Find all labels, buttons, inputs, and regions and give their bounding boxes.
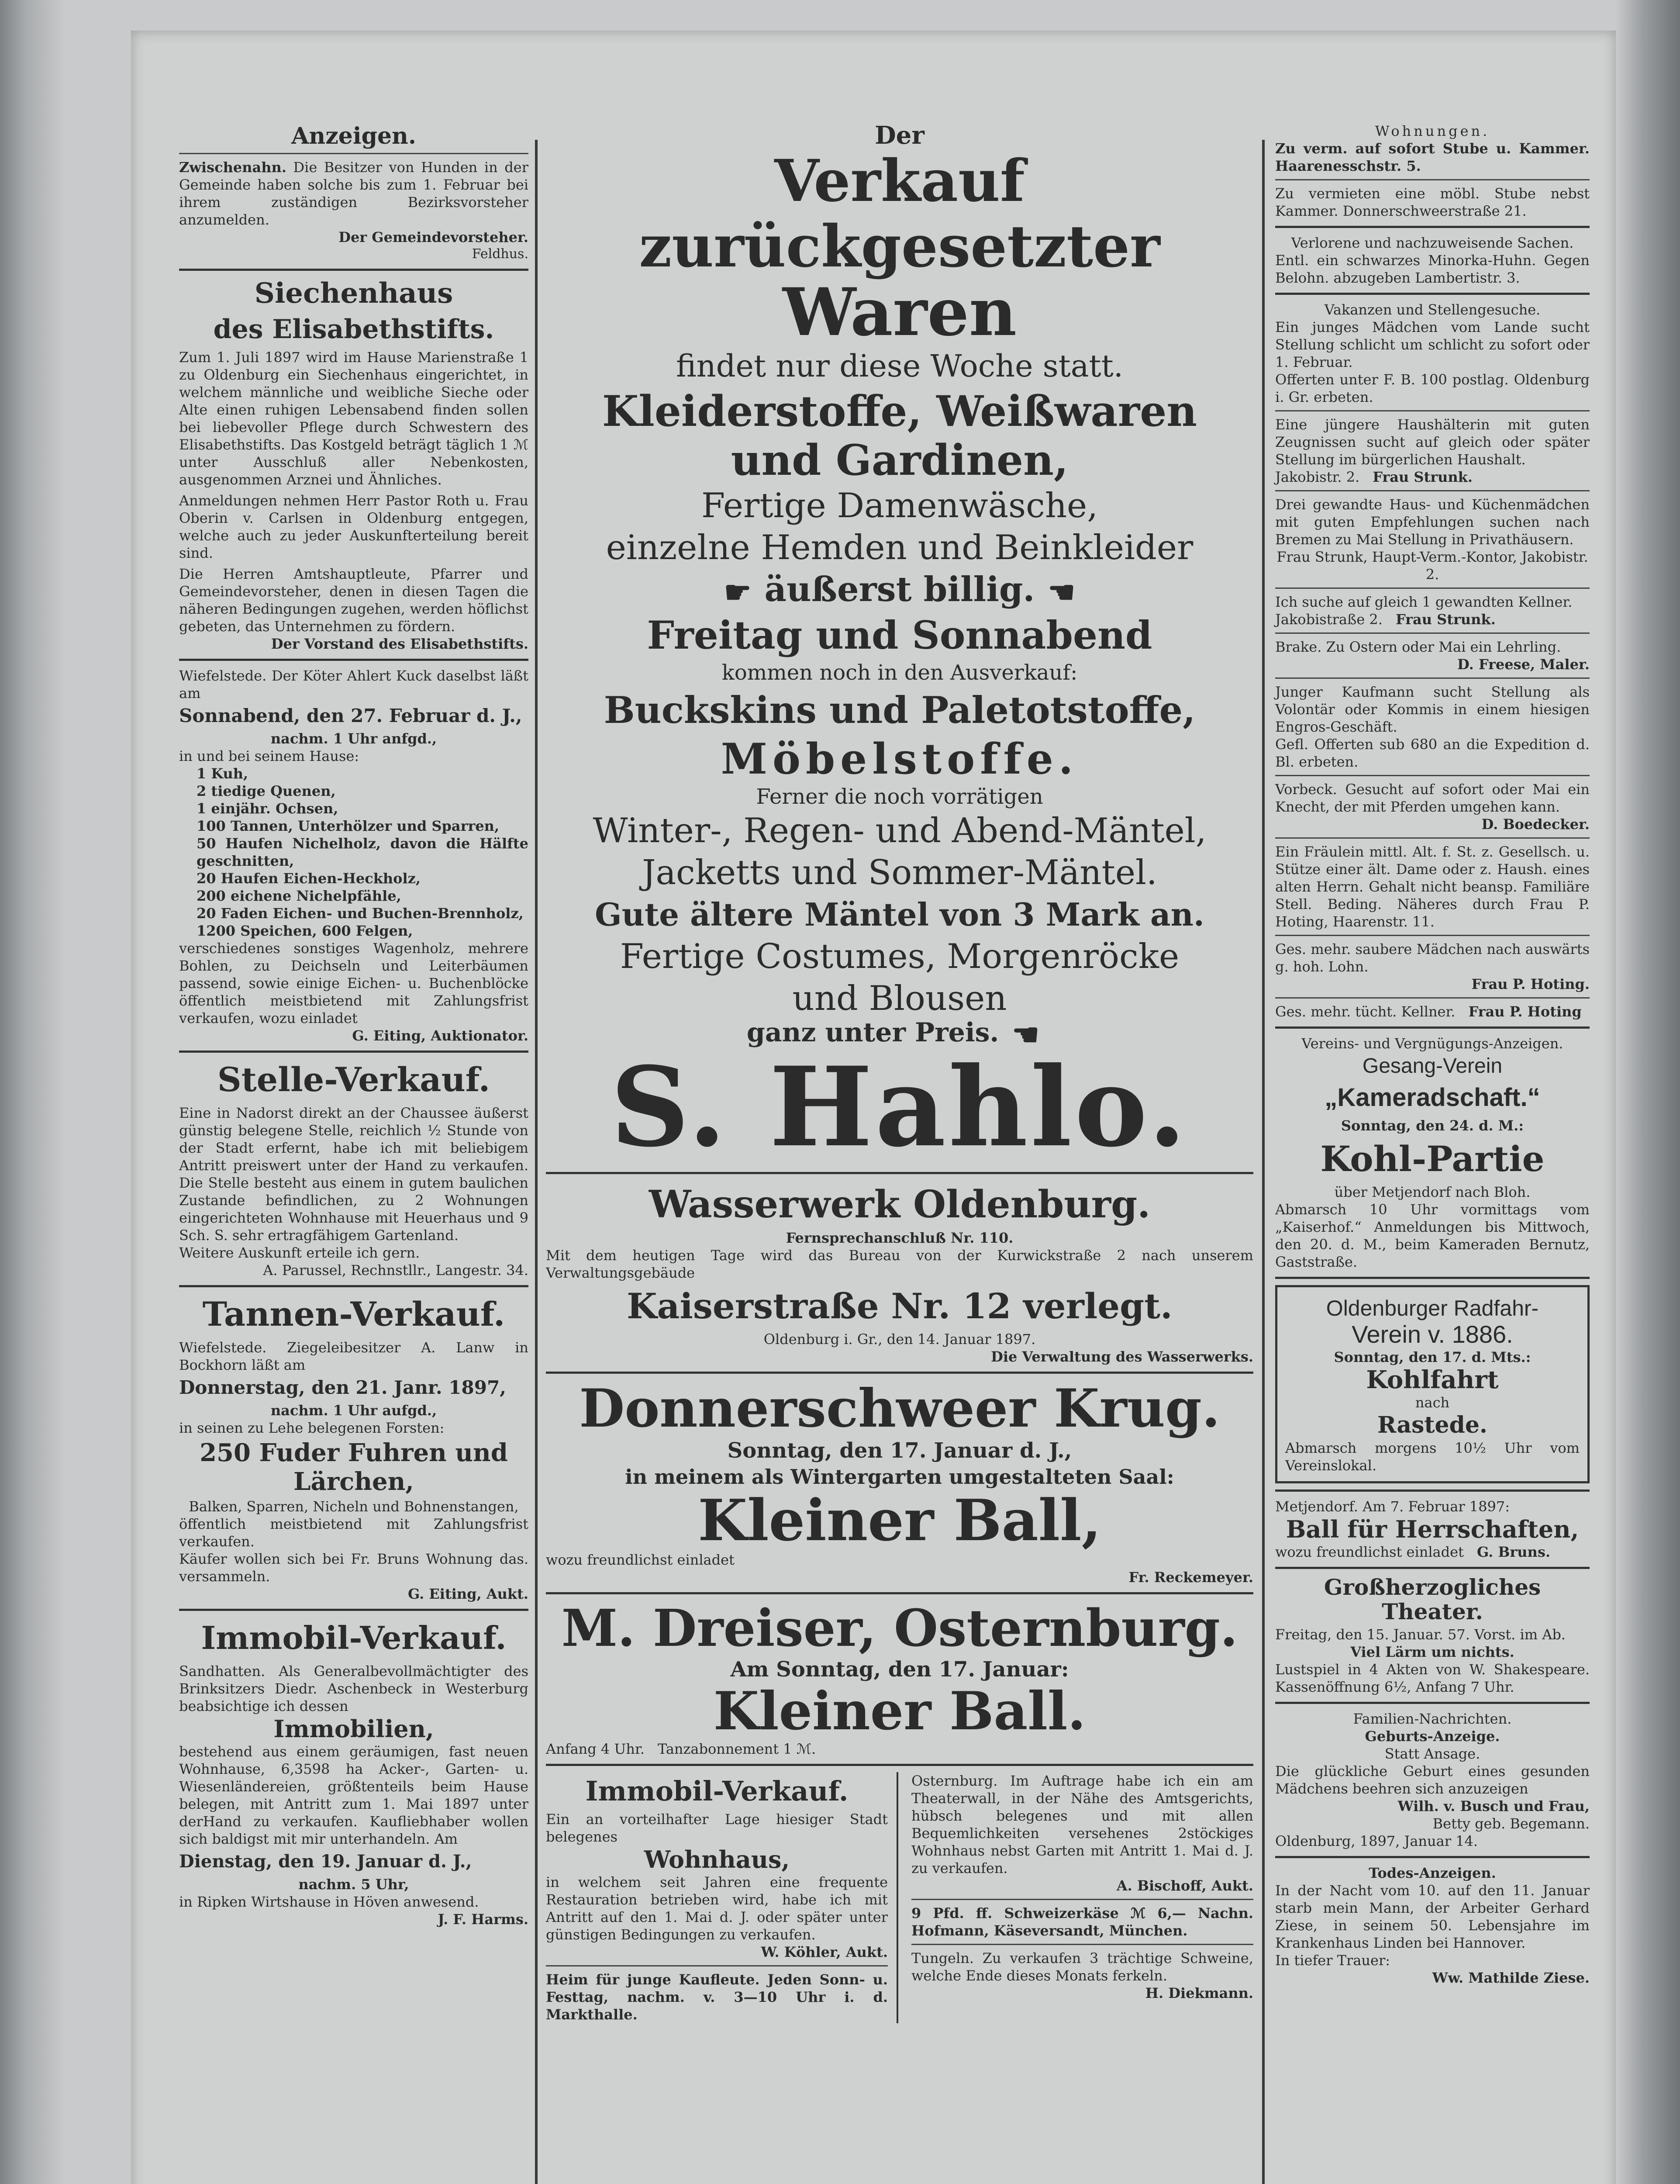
bottom-left-ads: [546, 1772, 898, 2023]
item-list: [179, 765, 528, 940]
ad-text: Sandhatten. Als Generalbevollmächtigter des Brinksitzers Diedr. Aschenbeck in Westerburg beabsichtige ich dessen: [179, 1663, 528, 1714]
ad-line: Gute ältere Mäntel von 3 Mark an.: [595, 896, 1204, 933]
ad-text: In tiefer Trauer:: [1275, 1952, 1390, 1969]
column-rule-right: [1262, 140, 1265, 2184]
middle-column: [546, 122, 1253, 2023]
ad-title: Stelle-Verkauf.: [217, 1060, 490, 1099]
ad-text: nach: [1415, 1394, 1450, 1411]
ad-text: Die glückliche Geburt eines gesunden Mädchens beehren sich anzuzeigen: [1275, 1763, 1590, 1797]
place: Zwischenahn.: [179, 159, 286, 176]
signature: D. Freese, Maler.: [1457, 656, 1590, 673]
ad-line: [546, 569, 1253, 611]
list-item: 1 einjähr. Ochsen,: [197, 800, 338, 817]
ad-text: Jakobistr. 2.: [1275, 469, 1360, 485]
list-item: 20 Faden Eichen- und Buchen-Brennholz,: [197, 905, 524, 922]
ad-text: Tungeln. Zu verkaufen 3 trächtige Schweine, welche Ende dieses Monats ferkeln.: [911, 1949, 1253, 1984]
right-column: [1275, 122, 1590, 1987]
ad-text: Anmeldungen nehmen Herr Pastor Roth u. Frau Oberin v. Carlsen in Oldenburg entgegen, welche auch zu jeder Auskunfterteilung bereit sind.: [179, 492, 528, 561]
signature: Der Gemeindevorsteher.: [338, 229, 528, 245]
auction-date: Sonnabend, den 27. Februar d. J.,: [179, 705, 522, 726]
ad-text: Osternburg. Im Auftrage habe ich ein am Theaterwall, in der Nähe des Amtsgerichts, hübsch belegenes und mit allen Bequemlichkeiten versehenes 2stöckiges Wohnhaus nebst Garten mit Antritt 1. Mai d. J. zu verkaufen.: [911, 1772, 1253, 1876]
ad-text: in welchem seit Jahren eine frequente Restauration betrieben wird, habe ich mit Antritt auf den 1. Mai d. J. oder später unter günstigen Bedingungen zu verkaufen.: [546, 1873, 888, 1943]
signature: Die Verwaltung des Wasserwerks.: [991, 1348, 1253, 1365]
divider: [1275, 935, 1590, 936]
section-heading: Verlorene und nachzuweisende Sachen.: [1291, 235, 1574, 251]
ad-text: 9 Pfd. ff. Schweizerkäse ℳ 6,— Nachn. Hofmann, Käseversandt, München.: [911, 1904, 1253, 1939]
divider: [911, 1944, 1253, 1945]
ad-text: Lustspiel in 4 Akten von W. Shakespeare. Kassenöffnung 6½, Anfang 7 Uhr.: [1275, 1661, 1590, 1695]
ad-highlight: Kohlfahrt: [1366, 1365, 1499, 1394]
ad-title: Großherzogliches Theater.: [1324, 1574, 1541, 1624]
section-heading: Wohnungen.: [1375, 123, 1490, 139]
divider: [179, 659, 528, 661]
signature: Frau Strunk.: [1395, 611, 1496, 628]
ad-highlight: 250 Fuder Fuhren und Lärchen,: [200, 1438, 508, 1496]
ad-subtitle: Wohnhaus,: [644, 1845, 790, 1873]
ad-title: Verein v. 1886.: [1352, 1320, 1513, 1348]
signature: A. Parussel, Rechnstllr., Langestr. 34.: [263, 1262, 528, 1279]
divider: [546, 1372, 1253, 1374]
divider: [179, 1051, 528, 1053]
divider: [179, 1609, 528, 1611]
ad-text: Brake. Zu Ostern oder Mai ein Lehrling.: [1275, 639, 1561, 655]
ad-title: Immobil-Verkauf.: [585, 1775, 849, 1807]
ad-text: Metjendorf. Am 7. Februar 1897:: [1275, 1498, 1510, 1515]
ad-zwischenahn: [179, 159, 528, 228]
ad-title: des Elisabethstifts.: [213, 314, 494, 345]
ad-text: Vorbeck. Gesucht auf sofort oder Mai ein Knecht, der mit Pferden umgehen kann.: [1275, 781, 1590, 815]
ad-highlight: Kleiner Ball.: [713, 1680, 1086, 1742]
ad-line-text: ganz unter Preis.: [746, 1017, 999, 1048]
ad-line-text: äußerst billig.: [764, 570, 1035, 609]
divider: [1275, 293, 1590, 295]
ad-line: Kleiderstoffe, Weißwaren: [602, 387, 1197, 436]
ad-text: in und bei seinem Hause:: [179, 748, 359, 764]
divider: [1275, 997, 1590, 999]
signature: G. Eiting, Auktionator.: [352, 1027, 528, 1044]
signature: Wilh. v. Busch und Frau,: [1397, 1798, 1590, 1814]
ad-text: Freitag, den 15. Januar. 57. Vorst. im Ab.: [1275, 1626, 1566, 1643]
divider: [546, 1592, 1253, 1594]
ad-text: Gefl. Offerten sub 680 an die Expedition d. Bl. erbeten.: [1275, 736, 1590, 770]
divider: [1275, 490, 1590, 491]
ad-text: Ges. mehr. tücht. Kellner.: [1275, 1003, 1456, 1020]
ad-line: findet nur diese Woche statt.: [676, 348, 1124, 384]
ad-line: und Blousen: [792, 979, 1007, 1018]
ad-text: Zu verm. auf sofort Stube u. Kammer. Haarenesschstr. 5.: [1275, 140, 1590, 174]
ad-box-radfahr: [1275, 1285, 1590, 1483]
ad-text: In der Nacht vom 10. auf den 11. Januar starb mein Mann, der Arbeiter Gerhard Ziese, in seinem 50. Lebensjahre im Krankenhaus Linden bei Hannover.: [1275, 1882, 1590, 1951]
advertiser-name: S. Hahlo.: [610, 1042, 1189, 1171]
ad-headline: Waren: [782, 274, 1017, 351]
ad-text: Die Besitzer von Hunden in der Gemeinde haben solche bis zum 1. Februar bei ihrem zuständigen Bezirksvorsteher anzumelden.: [179, 159, 529, 228]
auction-date: Donnerstag, den 21. Janr. 1897,: [179, 1377, 506, 1398]
ad-text: in Ripken Wirtshause in Höven anwesend.: [179, 1894, 479, 1910]
ad-date: Oldenburg i. Gr., den 14. Januar 1897.: [763, 1330, 1036, 1348]
ad-text: verschiedenes sonstiges Wagenholz, mehrere Bohlen, zu Deichseln und Leiterbäumen passend, sowie einige Eichen- u. Buchenblöcke öffentlich meistbietend mit Zahlungsfrist verkaufen, wozu einladet: [179, 940, 528, 1026]
left-column: [179, 122, 528, 1928]
ad-text: Die Herren Amtshauptleute, Pfarrer und Gemeindevorsteher, denen in diesen Tagen die näheren Bedingungen zugehen, werden höflichst gebeten, das Unternehmen zu fördern.: [179, 566, 528, 635]
ad-text: Ich suche auf gleich 1 gewandten Kellner.: [1275, 594, 1573, 610]
ad-text: Junger Kaufmann sucht Stellung als Volontär oder Kommis in einem hiesigen Engros-Geschäft.: [1275, 684, 1590, 735]
ad-title: „Kameradschaft.“: [1325, 1083, 1540, 1112]
signature: G. Eiting, Aukt.: [407, 1586, 528, 1602]
ad-date: Am Sonntag, den 17. Januar:: [730, 1657, 1069, 1682]
ad-text: Statt Ansage.: [1384, 1745, 1480, 1762]
ad-title: Oldenburger Radfahr-: [1326, 1296, 1539, 1320]
divider: [1275, 1567, 1590, 1569]
ad-date: Sonntag, den 17. Januar d. J.,: [727, 1438, 1072, 1463]
ad-text: Mit dem heutigen Tage wird das Bureau von der Kurwickstraße 2 nach unserem Verwaltungsgebäude: [546, 1247, 1253, 1281]
ad-line: Winter-, Regen- und Abend-Mäntel,: [593, 811, 1207, 850]
divider: [1275, 677, 1590, 679]
ad-text: Anfang 4 Uhr.: [546, 1740, 645, 1757]
signature: Ww. Mathilde Ziese.: [1432, 1970, 1590, 1986]
signature: A. Bischoff, Aukt.: [1116, 1877, 1253, 1894]
signature: J. F. Harms.: [438, 1911, 528, 1928]
divider: [1275, 226, 1590, 228]
ad-title: Geburts-Anzeige.: [1365, 1728, 1500, 1745]
ad-text: Ein junges Mädchen vom Lande sucht Stellung schlicht um schlicht zu sofort oder 1. Februar.: [1275, 319, 1590, 370]
list-item: 20 Haufen Eichen-Heckholz,: [197, 870, 421, 887]
list-item: 2 tiedige Quenen,: [197, 783, 336, 799]
signature: Frau P. Hoting.: [1471, 976, 1590, 992]
ad-title: Immobil-Verkauf.: [201, 1619, 507, 1656]
divider: [546, 1172, 1253, 1174]
ad-text: Drei gewandte Haus- und Küchenmädchen mit guten Empfehlungen suchen nach Bremen zu Mai Stellung in Privathäusern.: [1275, 496, 1590, 548]
ad-address: Kaiserstraße Nr. 12 verlegt.: [627, 1285, 1173, 1327]
list-item: 100 Tannen, Unterhölzer und Sparren,: [197, 818, 500, 834]
ad-text: Wiefelstede. Der Köter Ahlert Kuck daselbst läßt am: [179, 667, 528, 702]
divider: [1275, 632, 1590, 634]
bottom-right-ads: [911, 1772, 1253, 2023]
ad-text: wozu freundlichst einladet: [546, 1551, 735, 1568]
ad-text: Entl. ein schwarzes Minorka-Huhn. Gegen Belohn. abzugeben Lambertistr. 3.: [1275, 252, 1590, 286]
ad-title: Donnerschweer Krug.: [579, 1377, 1220, 1439]
ad-line: Fertige Damenwäsche,: [701, 486, 1098, 525]
signature: Frau Strunk.: [1373, 469, 1473, 485]
divider: [179, 269, 528, 271]
ad-line: Jacketts und Sommer-Mäntel.: [642, 853, 1157, 892]
signature: Betty geb. Begemann.: [1432, 1815, 1590, 1832]
auction-time: nachm. 1 Uhr anfgd.,: [270, 730, 437, 747]
ad-kicker: Der: [875, 121, 925, 150]
ad-text: Ein Fräulein mittl. Alt. f. St. z. Gesellsch. u. Stütze einer ält. Dame oder z. Haush. eines alten Herrn. Gehalt nicht beansp. Familiäre Stell. Beding. Näheres durch Frau P. Hoting, Haarenstr. 11.: [1275, 843, 1590, 930]
ad-text: Käufer wollen sich bei Fr. Bruns Wohnung das. versammeln.: [179, 1551, 528, 1585]
ad-text: Balken, Sparren, Nicheln und Bohnenstangen,: [189, 1498, 519, 1515]
ad-text: bestehend aus einem geräumigen, fast neuen Wohnhause, 6,3598 ha Acker-, Garten- u. Wiesenländereien, größtenteils beim Hause belegen, mit Antritt zum 1. Mai 1897 unter derHand zu verkaufen. Kaufliebhaber wollen sich baldigst mit mir unterhandeln. Am: [179, 1743, 528, 1847]
signature: G. Bruns.: [1476, 1544, 1550, 1560]
ad-text: Eine in Nadorst direkt an der Chaussee äußerst günstig belegene Stelle, reichlich ½ Stunde von der Stadt erfernt, habe ich mit beliebigem Antritt preiswert unter der Hand zu verkaufen. Die Stelle besteht aus einem in gutem baulichen Zustande befindlichen, zu 2 Wohnungen eingerichteten Wohnhause mit Heuerhaus und 9 Sch. S. sehr ertragfähigem Gartenland.: [179, 1105, 528, 1244]
section-heading: Vakanzen und Stellengesuche.: [1324, 301, 1541, 318]
signature: Fr. Reckemeyer.: [1128, 1569, 1253, 1586]
ad-text: Tanzabonnement 1 ℳ.: [657, 1740, 816, 1757]
ad-highlight: Rastede.: [1377, 1412, 1488, 1438]
ad-highlight: Kleiner Ball,: [698, 1486, 1101, 1554]
ad-title: M. Dreiser, Osternburg.: [561, 1598, 1238, 1658]
ad-date: Sonntag, den 17. d. Mts.:: [1334, 1349, 1531, 1365]
ad-text: Abmarsch 10 Uhr vormittags vom „Kaiserhof.“ Anmeldungen bis Mittwoch, den 20. d. M., beim Kameraden Bernutz, Gaststraße.: [1275, 1201, 1590, 1270]
ad-headline: Verkauf zurückgesetzter: [639, 147, 1160, 280]
list-item: 200 eichene Nichelpfähle,: [197, 888, 401, 904]
ad-text: Wiefelstede. Ziegeleibesitzer A. Lanw in Bockhorn läßt am: [179, 1339, 528, 1373]
ad-text: Jakobistraße 2.: [1275, 611, 1383, 628]
ad-title: Gesang-Verein: [1362, 1054, 1503, 1078]
ad-text: Zu vermieten eine möbl. Stube nebst Kammer. Donnerschweerstraße 21.: [1275, 185, 1590, 219]
divider: [546, 1764, 1253, 1766]
signature: H. Diekmann.: [1145, 1984, 1253, 2001]
ad-title: Tannen-Verkauf.: [202, 1295, 505, 1334]
ad-text: Offerten unter F. B. 100 postlag. Oldenburg i. Gr. erbeten.: [1275, 371, 1590, 405]
ad-title: Siechenhaus: [254, 277, 453, 310]
ad-subtitle: Immobilien,: [273, 1715, 434, 1743]
signature: Frau Strunk, Haupt-Verm.-Kontor, Jakobistr. 2.: [1276, 549, 1588, 583]
ad-date: Oldenburg, 1897, Januar 14.: [1275, 1833, 1478, 1849]
section-heading: Familien-Nachrichten.: [1353, 1711, 1512, 1727]
divider: [1275, 1277, 1590, 1279]
ad-highlight: Ball für Herrschaften,: [1286, 1515, 1579, 1543]
ad-highlight: Kohl-Partie: [1320, 1138, 1545, 1179]
newspaper-page: [131, 31, 1616, 2184]
ad-text: in meinem als Wintergarten umgestalteten Saal:: [625, 1465, 1174, 1489]
ad-text: Ges. mehr. saubere Mädchen nach auswärts g. hoh. Lohn.: [1275, 941, 1590, 975]
section-heading: Anzeigen.: [291, 123, 416, 149]
ad-footer-row: [1275, 468, 1590, 486]
ad-text: Weitere Auskunft erteile ich gern.: [179, 1244, 420, 1261]
pointing-hand-left-icon: ☚: [1012, 1016, 1040, 1053]
ad-text: über Metjendorf nach Bloh.: [1334, 1184, 1531, 1200]
ad-text: Heim für junge Kaufleute. Jeden Sonn- u. Festtag, nachm. v. 3—10 Uhr i. d. Markthalle.: [546, 1971, 888, 2023]
ad-line: Fertige Costumes, Morgenröcke: [620, 937, 1180, 976]
divider: [179, 153, 528, 154]
signature-name: Feldhus.: [472, 246, 528, 262]
pointing-hand-left-icon: ☚: [1048, 574, 1076, 610]
divider: [1275, 837, 1590, 839]
signature: W. Köhler, Aukt.: [761, 1943, 888, 1960]
divider: [1275, 775, 1590, 776]
auction-time: nachm. 5 Uhr,: [298, 1876, 409, 1893]
ad-text: Ein an vorteilhafter Lage hiesiger Stadt belegenes: [546, 1811, 888, 1845]
divider: [1275, 1026, 1590, 1029]
ad-text: Viel Lärm um nichts.: [1350, 1644, 1514, 1660]
ad-text: Fernsprechanschluß Nr. 110.: [786, 1229, 1014, 1246]
column-rule-left: [535, 140, 538, 2184]
ad-line: und Gardinen,: [731, 435, 1069, 485]
ad-date: Sonntag, den 24. d. M.:: [1341, 1117, 1524, 1134]
list-item: 50 Haufen Nichelholz, davon die Hälfte geschnitten,: [197, 835, 528, 869]
ad-footer-row: [1275, 611, 1590, 628]
ad-line: einzelne Hemden und Beinkleider: [606, 528, 1194, 567]
ad-line: Möbelstoffe.: [721, 734, 1079, 784]
signature: Frau P. Hoting: [1468, 1003, 1582, 1020]
ad-line: Buckskins und Paletotstoffe,: [604, 688, 1196, 732]
ad-line: Freitag und Sonnabend: [647, 612, 1152, 658]
ad-footer-row: [1275, 1003, 1590, 1020]
divider: [911, 1899, 1253, 1900]
divider: [1275, 1489, 1590, 1492]
ad-text: Eine jüngere Haushälterin mit guten Zeugnissen sucht auf gleich oder später Stellung im bürgerlichen Haushalt.: [1275, 416, 1590, 468]
ad-line: kommen noch in den Ausverkauf:: [721, 660, 1078, 685]
ad-footer-row: [1275, 1543, 1590, 1561]
divider: [1275, 1856, 1590, 1858]
section-heading: Vereins- und Vergnügungs-Anzeigen.: [1301, 1035, 1563, 1052]
ad-text: öffentlich meistbietend mit Zahlungsfrist verkaufen.: [179, 1516, 528, 1550]
list-item: 1200 Speichen, 600 Felgen,: [197, 923, 413, 939]
ad-text: Zum 1. Juli 1897 wird im Hause Marienstraße 1 zu Oldenburg ein Siechenhaus eingerichtet, in welchem männliche und weibliche Sieche oder Alte einen ruhigen Lebensabend finden sollen bei liebevoller Pflege durch Schwestern des Elisabethstifts. Das Kostgeld beträgt täglich 1 ℳ unter Ausschluß aller Nebenkosten, ausgenommen Arznei und Ähnliches.: [179, 349, 528, 488]
ad-footer-row: [546, 1740, 1253, 1758]
auction-date: Dienstag, den 19. Januar d. J.,: [179, 1851, 472, 1872]
ad-text: wozu freundlichst einladet: [1275, 1544, 1464, 1560]
bottom-split: [546, 1772, 1253, 2023]
pointing-hand-right-icon: ☛: [724, 574, 752, 610]
divider: [179, 1285, 528, 1287]
divider: [1275, 410, 1590, 411]
ad-text: Abmarsch morgens 10½ Uhr vom Vereinslokal.: [1285, 1440, 1580, 1474]
signature: D. Boedecker.: [1481, 816, 1590, 833]
ad-text: in seinen zu Lehe belegenen Forsten:: [179, 1420, 445, 1436]
divider: [546, 1965, 888, 1966]
ad-line: Ferner die noch vorrätigen: [756, 784, 1043, 809]
divider: [1275, 1702, 1590, 1704]
list-item: 1 Kuh,: [197, 765, 248, 782]
signature: Der Vorstand des Elisabethstifts.: [271, 636, 528, 652]
ad-title: Todes-Anzeigen.: [1369, 1865, 1496, 1881]
divider: [1275, 587, 1590, 589]
ad-title: Wasserwerk Oldenburg.: [649, 1182, 1151, 1227]
divider: [1275, 179, 1590, 180]
auction-time: nachm. 1 Uhr aufgd.,: [270, 1402, 437, 1419]
